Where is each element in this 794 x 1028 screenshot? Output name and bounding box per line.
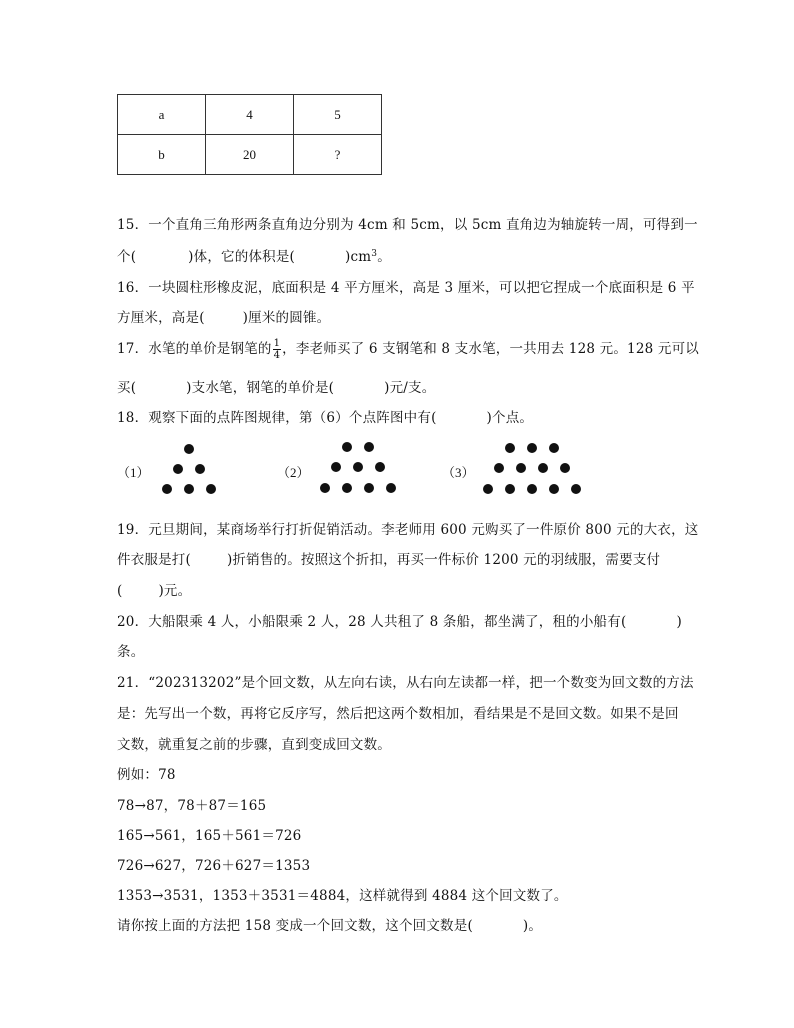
figure-label-3: （3）: [442, 465, 475, 480]
dot: [364, 483, 374, 493]
example-step: 1353→3531，1353＋3531＝4884，这样就得到 4884 这个回文数了。: [117, 888, 568, 904]
fraction-numerator: 1: [273, 338, 281, 349]
dot: [173, 464, 183, 474]
question-20-line-2: 条。: [117, 644, 145, 660]
question-18-line-1: [117, 406, 533, 426]
dot: [549, 443, 559, 453]
table-row: [118, 95, 382, 135]
text: 买(: [117, 380, 137, 396]
fraction-denominator: 4: [273, 350, 281, 361]
dot: [342, 442, 352, 452]
example-step: 726→627，726＋627＝1353: [117, 858, 311, 874]
table-cell: ?: [294, 135, 382, 175]
text: )个点。: [486, 410, 534, 426]
dot: [505, 443, 515, 453]
table-cell: 20: [206, 135, 294, 175]
table-cell: a: [118, 95, 206, 135]
example-step: 165→561，165＋561＝726: [117, 828, 302, 844]
figure-label-1: （1）: [117, 465, 150, 480]
text: 件衣服是打(: [117, 552, 191, 568]
question-19-line-1: 19．元旦期间，某商场举行打折促销活动。李老师用 600 元购买了一件原价 800 元的大衣，这: [117, 522, 699, 538]
question-20-line-1: [117, 610, 682, 630]
dot: [184, 444, 194, 454]
question-21-line-1: 21．“202313202”是个回文数，从左向右读，从右向左读都一样，把一个数变为回文数的方法: [117, 675, 694, 691]
text: ，李老师买了 6 支钢笔和 8 支水笔，一共用去 128 元。128 元可以: [282, 341, 699, 357]
text: )元。: [158, 583, 192, 599]
text: 请你按上面的方法把 158 变成一个回文数，这个回文数是(: [117, 918, 473, 934]
dot: [331, 462, 341, 472]
dot: [527, 443, 537, 453]
text: ): [676, 614, 682, 630]
table-cell: 5: [294, 95, 382, 135]
dot: [571, 484, 581, 494]
question-16-line-1: 16．一块圆柱形橡皮泥，底面积是 4 平方厘米，高是 3 厘米，可以把它捏成一个底面积是 6 平: [117, 280, 695, 296]
text: 20．大船限乘 4 人，小船限乘 2 人，28 人共租了 8 条船，都坐满了，租的小船有(: [117, 614, 627, 630]
question-17-line-1: [117, 337, 699, 361]
table-cell: 4: [206, 95, 294, 135]
ratio-table: [117, 94, 382, 175]
dot-pattern-figures: [117, 440, 597, 500]
dot: [483, 484, 493, 494]
table-cell: b: [118, 135, 206, 175]
dot: [386, 483, 396, 493]
dot: [560, 463, 570, 473]
dot: [195, 464, 205, 474]
dot: [206, 484, 216, 494]
fraction: [273, 338, 282, 361]
text: )体，它的体积是(: [188, 249, 296, 265]
example-label: 例如：78: [117, 767, 176, 783]
dot: [184, 484, 194, 494]
question-15-line-1: 15．一个直角三角形两条直角边分别为 4cm 和 5cm，以 5cm 直角边为轴旋转一周，可得到一: [117, 217, 698, 233]
table-row: [118, 135, 382, 175]
text: )元/支。: [384, 380, 436, 396]
question-17-line-2: [117, 376, 435, 396]
question-21-line-3: 文数，就重复之前的步骤，直到变成回文数。: [117, 737, 391, 753]
text: 个(: [117, 249, 137, 265]
question-21-line-2: 是：先写出一个数，再将它反序写，然后把这两个数相加，看结果是不是回文数。如果不是回: [117, 706, 679, 722]
dot: [527, 484, 537, 494]
text: )厘米的圆锥。: [242, 310, 331, 326]
dot: [320, 483, 330, 493]
dot: [342, 483, 352, 493]
question-19-line-2: [117, 548, 660, 568]
dot: [375, 462, 385, 472]
text: )cm: [345, 249, 372, 265]
question-19-line-3: [117, 579, 191, 599]
superscript: 3: [371, 249, 378, 259]
example-step: 78→87，78＋87＝165: [117, 798, 267, 814]
figure-label-2: （2）: [277, 465, 310, 480]
dot: [516, 463, 526, 473]
dot: [364, 442, 374, 452]
text: )折销售的。按照这个折扣，再买一件标价 1200 元的羽绒服，需要支付: [226, 552, 661, 568]
question-21-last-line: [117, 914, 542, 934]
dot: [538, 463, 548, 473]
text: 17．水笔的单价是钢笔的: [117, 341, 272, 357]
question-15-line-2: [117, 245, 391, 265]
text: 18．观察下面的点阵图规律，第（6）个点阵图中有(: [117, 410, 437, 426]
dot: [494, 463, 504, 473]
question-16-line-2: [117, 306, 330, 326]
dot: [505, 484, 515, 494]
text: 方厘米，高是(: [117, 310, 205, 326]
dot: [162, 484, 172, 494]
dot: [549, 484, 559, 494]
text: (: [117, 583, 123, 599]
text: 。: [377, 249, 391, 265]
dot: [353, 462, 363, 472]
text: )。: [522, 918, 543, 934]
text: )支水笔，钢笔的单价是(: [186, 380, 335, 396]
